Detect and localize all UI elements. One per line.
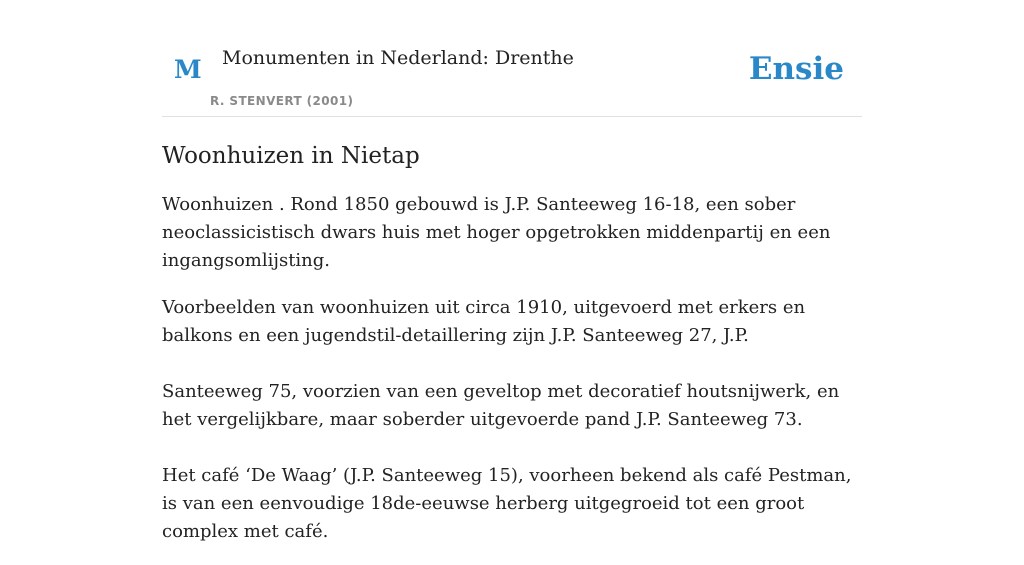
ensie-logo[interactable]: Ensie <box>748 51 844 87</box>
paragraph: Het café ‘De Waag’ (J.P. Santeeweg 15), voorheen bekend als café Pestman, is van een eenvoudige 18de-eeuwse herberg uitgegroeid tot een groot complex met café. <box>162 465 852 542</box>
article-title: Woonhuizen in Nietap <box>162 143 420 169</box>
page-container <box>162 0 862 565</box>
book-title[interactable]: Monumenten in Nederland: Drenthe <box>222 47 574 69</box>
article-body <box>162 191 862 546</box>
paragraph: Voorbeelden van woonhuizen uit circa 1910, uitgevoerd met erkers en balkons en een jugendstil-detaillering zijn J.P. Santeeweg 27, J.P. <box>162 297 806 346</box>
header <box>162 0 862 117</box>
author-credit: R. STENVERT (2001) <box>210 94 354 108</box>
paragraph: Woonhuizen . Rond 1850 gebouwd is J.P. Santeeweg 16-18, een sober neoclassicistisch dwars huis met hoger opgetrokken middenpartij en een ingangsomlijsting. <box>162 194 831 271</box>
paragraph: Santeeweg 75, voorzien van een geveltop met decoratief houtsnijwerk, en het vergelijkbare, maar soberder uitgevoerde pand J.P. Santeeweg 73. <box>162 381 840 430</box>
book-logo-icon[interactable]: M <box>174 55 202 84</box>
